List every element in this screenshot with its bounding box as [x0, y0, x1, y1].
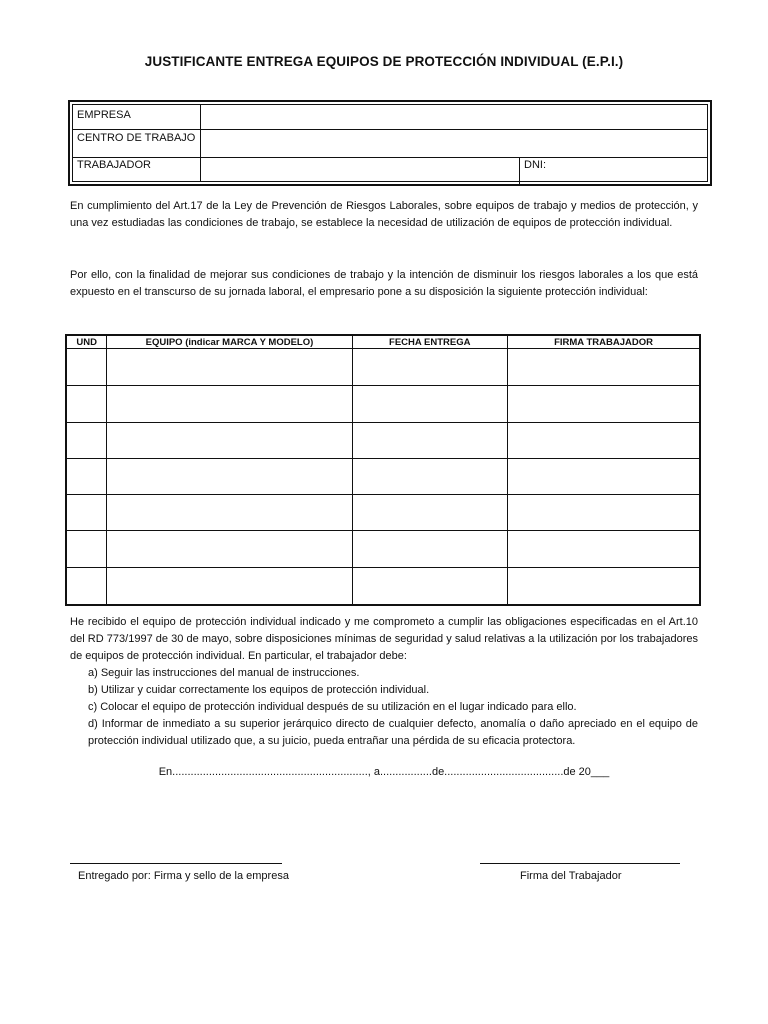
equipo-cell[interactable] — [107, 459, 352, 495]
empresa-label: EMPRESA — [77, 109, 131, 121]
list-item: b) Utilizar y cuidar correctamente los equipos de protección individual. — [88, 684, 430, 696]
centro-field[interactable] — [201, 129, 707, 157]
table-row — [66, 531, 700, 568]
firma-cell[interactable] — [508, 386, 700, 423]
fecha-cell[interactable] — [352, 459, 508, 495]
commitment-paragraph: He recibido el equipo de protección individual indicado y me comprometo a cumplir las obligaciones especificadas en el Art.10 del RD 773/1997 de 30 de mayo, sobre disposiciones mínimas de seguridad y salud relativas a la utilización por los trabajadores de equipos de protección individual. En particular, el trabajador debe: — [70, 616, 698, 663]
fecha-cell[interactable] — [352, 531, 508, 568]
place-date-line[interactable]: En................................................................, a.................de.......................................de 20___ — [158, 766, 610, 778]
trabajador-field[interactable] — [201, 157, 519, 185]
equipo-cell[interactable] — [107, 495, 352, 531]
table-header-row — [66, 335, 700, 349]
firma-cell[interactable] — [508, 531, 700, 568]
empresa-field[interactable] — [201, 105, 707, 129]
col-equipo: EQUIPO (indicar MARCA Y MODELO) — [107, 335, 352, 349]
und-cell[interactable] — [66, 568, 107, 606]
worker-signature-line[interactable] — [480, 863, 680, 864]
und-cell[interactable] — [66, 386, 107, 423]
trabajador-label: TRABAJADOR — [77, 159, 151, 171]
dni-field[interactable] — [553, 157, 707, 185]
equipo-cell[interactable] — [107, 568, 352, 606]
worker-signature-label: Firma del Trabajador — [520, 870, 622, 882]
equipo-cell[interactable] — [107, 423, 352, 459]
dni-divider — [519, 157, 520, 185]
company-signature-line[interactable] — [70, 863, 282, 864]
table-row — [66, 568, 700, 606]
fecha-cell[interactable] — [352, 349, 508, 386]
firma-cell[interactable] — [508, 568, 700, 606]
empresa-row — [73, 105, 707, 130]
dni-label: DNI: — [524, 159, 546, 171]
centro-label: CENTRO DE TRABAJO — [77, 132, 196, 144]
trabajador-row — [73, 157, 707, 185]
firma-cell[interactable] — [508, 423, 700, 459]
table-row — [66, 423, 700, 459]
col-fecha: FECHA ENTREGA — [352, 335, 508, 349]
fecha-cell[interactable] — [352, 386, 508, 423]
table-row — [66, 495, 700, 531]
und-cell[interactable] — [66, 423, 107, 459]
firma-cell[interactable] — [508, 495, 700, 531]
equipo-cell[interactable] — [107, 386, 352, 423]
und-cell[interactable] — [66, 459, 107, 495]
und-cell[interactable] — [66, 531, 107, 568]
list-item: c) Colocar el equipo de protección individual después de su utilización en el lugar indicado para ello. — [88, 701, 577, 713]
fecha-cell[interactable] — [352, 495, 508, 531]
equipo-cell[interactable] — [107, 531, 352, 568]
obligations-list — [88, 665, 698, 750]
epi-table — [65, 334, 701, 606]
legal-paragraph-1: En cumplimiento del Art.17 de la Ley de Prevención de Riesgos Laborales, sobre equipos de trabajo y medios de protección, y una vez estudiadas las condiciones de trabajo, se establece la necesidad de utilización de equipos de protección individual. — [70, 200, 698, 230]
table-row — [66, 386, 700, 423]
page-title: JUSTIFICANTE ENTREGA EQUIPOS DE PROTECCIÓN INDIVIDUAL (E.P.I.) — [144, 54, 624, 69]
company-signature-label: Entregado por: Firma y sello de la empresa — [78, 870, 289, 882]
col-und: UND — [66, 335, 107, 349]
fecha-cell[interactable] — [352, 423, 508, 459]
equipo-cell[interactable] — [107, 349, 352, 386]
firma-cell[interactable] — [508, 459, 700, 495]
legal-paragraph-2: Por ello, con la finalidad de mejorar sus condiciones de trabajo y la intención de disminuir los riesgos laborales a los que está expuesto en el transcurso de su jornada laboral, el empresario pone a su disposición la siguiente protección individual: — [70, 269, 698, 299]
worker-info-box — [68, 100, 712, 186]
fecha-cell[interactable] — [352, 568, 508, 606]
col-firma: FIRMA TRABAJADOR — [508, 335, 700, 349]
list-item: a) Seguir las instrucciones del manual de instrucciones. — [88, 667, 360, 679]
und-cell[interactable] — [66, 495, 107, 531]
centro-row — [73, 129, 707, 158]
table-row — [66, 349, 700, 386]
list-item: d) Informar de inmediato a su superior jerárquico directo de cualquier defecto, anomalía o daño apreciado en el equipo de protección individual utilizado que, a su juicio, pueda entrañar una pérdida de su eficacia protectora. — [88, 718, 698, 747]
table-row — [66, 459, 700, 495]
firma-cell[interactable] — [508, 349, 700, 386]
und-cell[interactable] — [66, 349, 107, 386]
